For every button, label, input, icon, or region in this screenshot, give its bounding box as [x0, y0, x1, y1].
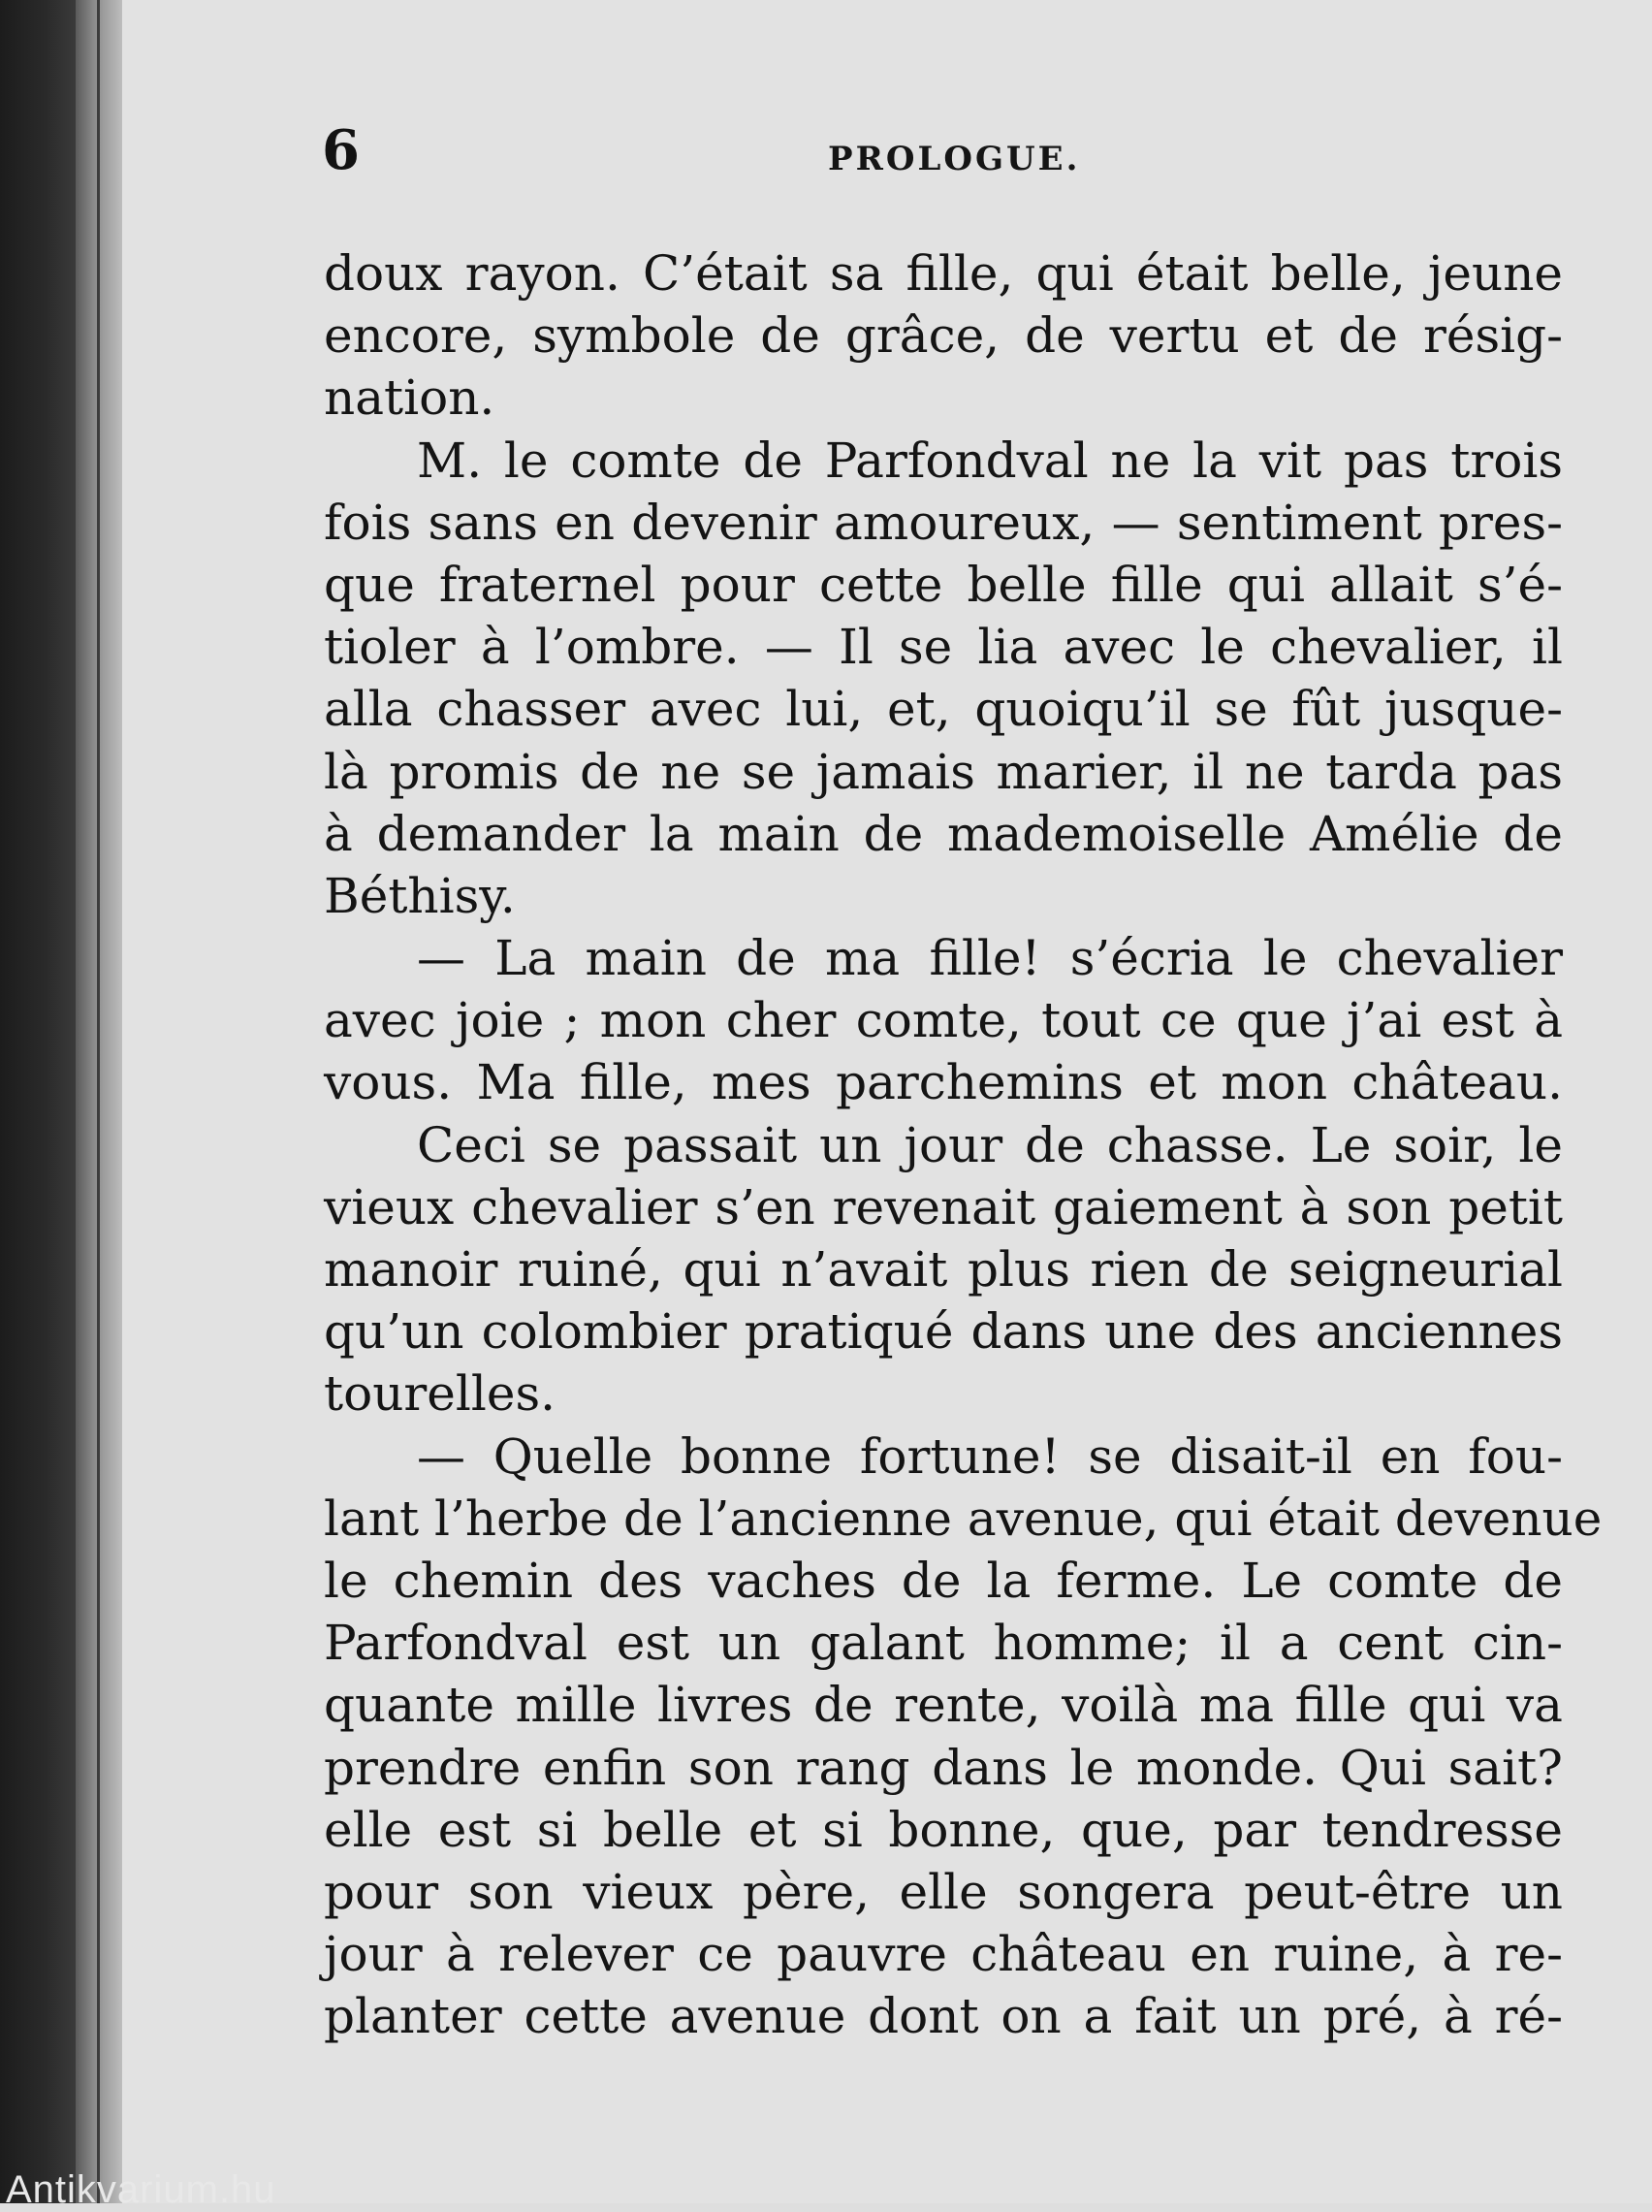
text-line: — Quelle bonne fortune! se disait-il en fou- [417, 1427, 1563, 1485]
text-line: nation. [324, 369, 495, 427]
text-line: encore, symbole de grâce, de vertu et de résig- [324, 307, 1563, 365]
text-line: jour à relever ce pauvre château en ruine, à re- [324, 1926, 1563, 1983]
text-line: M. le comte de Parfondval ne la vit pas trois [417, 432, 1563, 489]
text-line: Béthisy. [324, 867, 516, 924]
book-spine [0, 0, 76, 2203]
text-line: — La main de ma fille! s’écria le chevalier [417, 930, 1563, 987]
text-line: à demander la main de mademoiselle Amélie de [324, 805, 1563, 862]
text-line: qu’un colombier pratiqué dans une des anciennes [324, 1303, 1563, 1361]
text-line: tourelles. [324, 1365, 556, 1423]
text-line: prendre enfin son rang dans le monde. Qui sait? [324, 1739, 1563, 1796]
text-line: quante mille livres de rente, voilà ma fille qui va [324, 1677, 1563, 1734]
text-line: là promis de ne se jamais marier, il ne tarda pas [324, 743, 1563, 800]
text-line: vous. Ma fille, mes parchemins et mon château. [324, 1054, 1563, 1111]
text-line: planter cette avenue dont on a fait un pré, à ré- [324, 1988, 1563, 2045]
text-line: elle est si belle et si bonne, que, par tendresse [324, 1801, 1563, 1858]
text-line: manoir ruiné, qui n’avait plus rien de seigneurial [324, 1241, 1563, 1298]
binding-line [97, 0, 100, 2203]
text-line: pour son vieux père, elle songera peut-être un [324, 1863, 1563, 1920]
text-line: Ceci se passait un jour de chasse. Le soir, le [417, 1116, 1563, 1173]
text-line: alla chasser avec lui, et, quoiqu’il se fût jusque- [324, 681, 1563, 738]
watermark: Antikvarium.hu [6, 2168, 276, 2211]
text-line: Parfondval est un galant homme; il a cent cin- [324, 1615, 1563, 1672]
page-number: 6 [322, 118, 360, 182]
page-header [322, 118, 1563, 186]
text-line: fois sans en devenir amoureux, — sentiment pres- [324, 494, 1563, 551]
running-head: PROLOGUE. [828, 140, 1081, 178]
body-text [324, 242, 1603, 2047]
text-line: avec joie ; mon cher comte, tout ce que j’ai est à [324, 992, 1563, 1049]
text-line: doux rayon. C’était sa fille, qui était belle, jeune [324, 245, 1563, 302]
text-line: tioler à l’ombre. — Il se lia avec le chevalier, il [324, 619, 1563, 676]
text-line: lant l’herbe de l’ancienne avenue, qui était devenue [324, 1490, 1603, 1547]
text-line: que fraternel pour cette belle fille qui allait s’é- [324, 556, 1563, 613]
text-line: vieux chevalier s’en revenait gaiement à son petit [324, 1178, 1563, 1235]
text-line: le chemin des vaches de la ferme. Le comte de [324, 1552, 1563, 1609]
